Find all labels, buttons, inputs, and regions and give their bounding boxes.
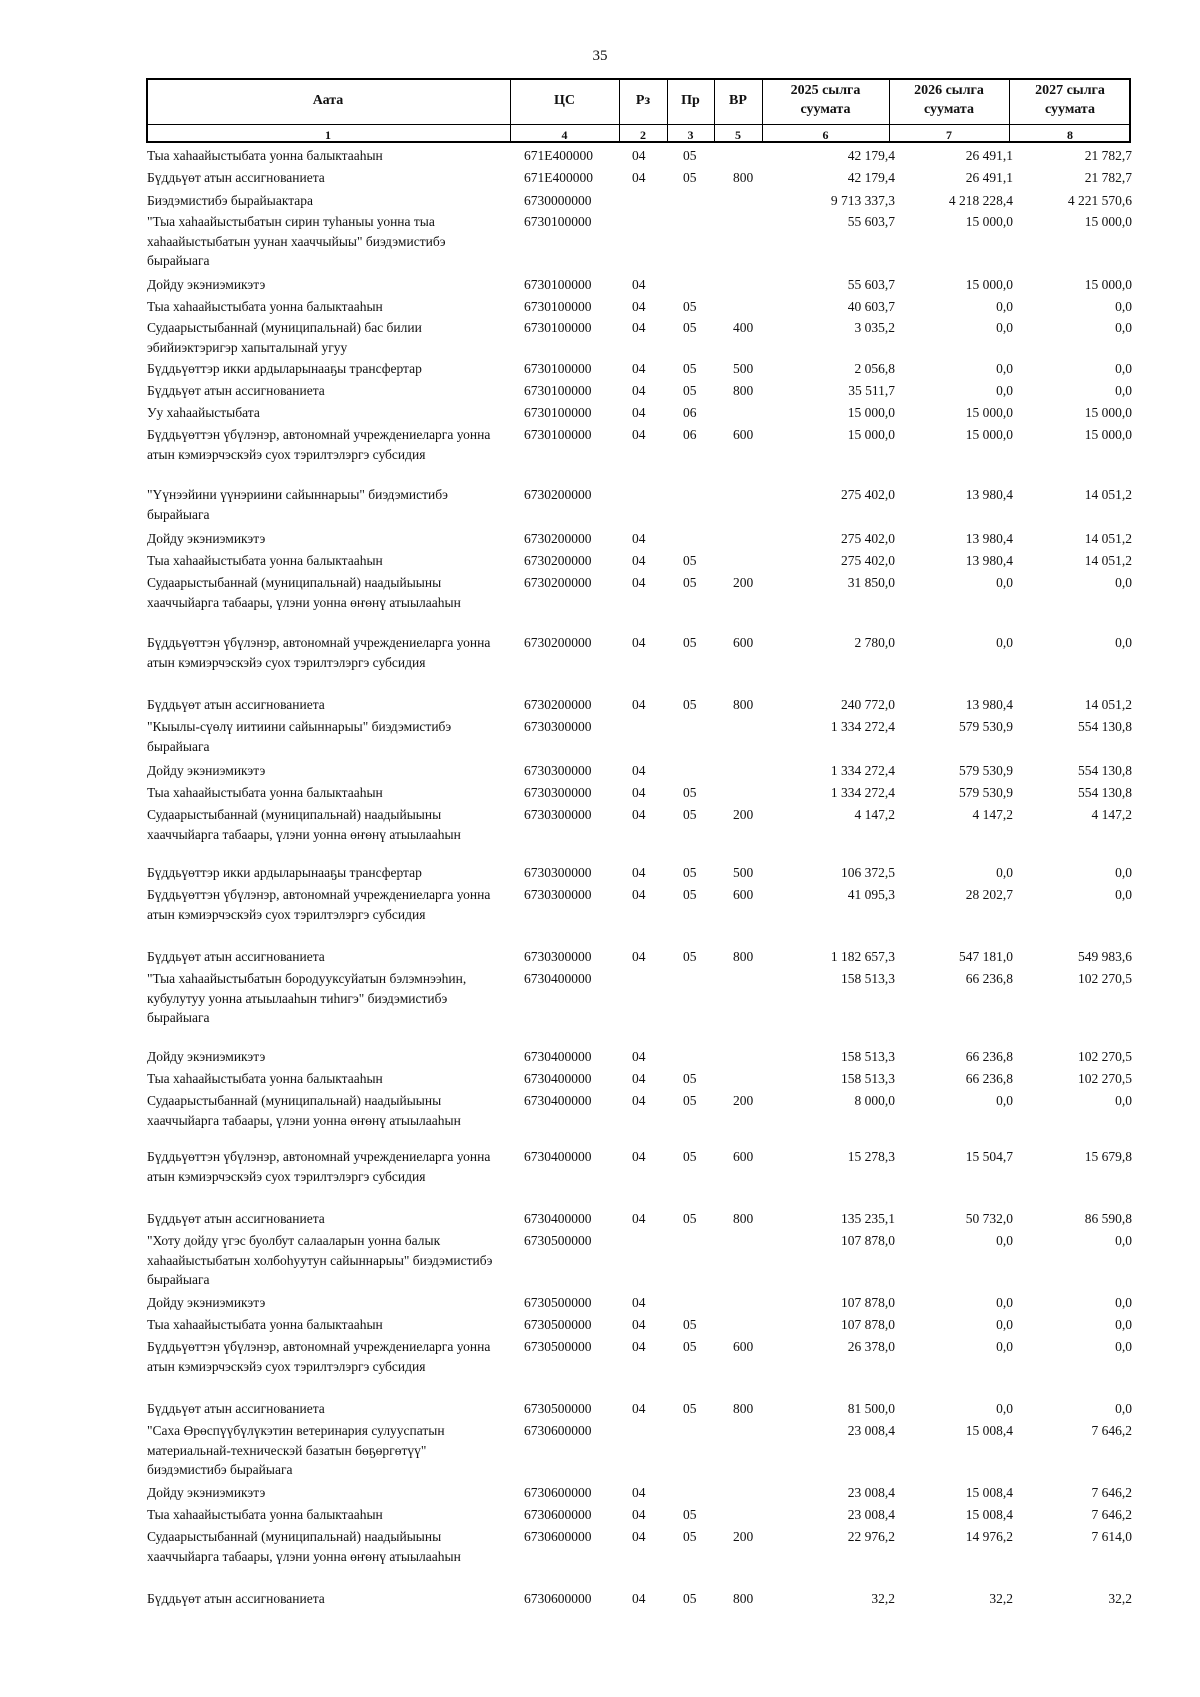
row-cs: 6730600000	[524, 1485, 592, 1500]
row-value-2027: 4 147,2	[1091, 807, 1132, 822]
row-pr: 05	[683, 949, 697, 964]
row-name: Бүддьүөт атын ассигнованиета	[147, 697, 325, 712]
row-rz: 04	[632, 1149, 646, 1164]
row-pr: 05	[683, 320, 697, 335]
row-rz: 04	[632, 427, 646, 442]
row-value-2026: 13 980,4	[965, 553, 1013, 568]
row-name: "Тыа хаһаайыстыбатын сирин туһаныы уонна тыа хаһаайыстыбатын уунан хааччыйыы" биэдэмистибэ бырайыага	[147, 214, 446, 268]
row-name: Бүддьүөттэр икки ардыларынааҕы трансфертар	[147, 361, 422, 376]
row-value-2027: 4 221 570,6	[1067, 193, 1132, 208]
row-value-2027: 554 130,8	[1078, 719, 1132, 734]
row-name: Бүддьүөттэн үбүлэнэр, автономнай учреждениеларга уонна атын кэмиэрчэскэйэ суох тэрилтэлэргэ субсидия	[147, 1339, 491, 1374]
row-value-2027: 0,0	[1115, 1093, 1132, 1108]
row-value-2025: 1 334 272,4	[830, 719, 895, 734]
row-name: Бүддьүөт атын ассигнованиета	[147, 383, 325, 398]
row-name: Дойду экэниэмикэтэ	[147, 531, 266, 546]
row-value-2026: 4 147,2	[972, 807, 1013, 822]
row-rz: 04	[632, 1401, 646, 1416]
row-value-2027: 0,0	[1115, 635, 1132, 650]
row-value-2025: 32,2	[871, 1591, 895, 1606]
row-pr: 06	[683, 405, 697, 420]
row-value-2026: 0,0	[996, 320, 1013, 335]
row-value-2025: 4 147,2	[854, 807, 895, 822]
row-name: Тыа хаһаайыстыбата уонна балыктааһын	[147, 1507, 383, 1522]
row-cs: 6730000000	[524, 193, 592, 208]
row-value-2025: 41 095,3	[847, 887, 895, 902]
row-pr: 05	[683, 887, 697, 902]
row-cs: 6730300000	[524, 719, 592, 734]
row-rz: 04	[632, 865, 646, 880]
row-rz: 04	[632, 531, 646, 546]
row-value-2025: 35 511,7	[848, 383, 895, 398]
row-value-2027: 15 000,0	[1084, 405, 1132, 420]
row-cs: 6730600000	[524, 1529, 592, 1544]
row-value-2025: 31 850,0	[847, 575, 895, 590]
row-name: Дойду экэниэмикэтэ	[147, 763, 266, 778]
row-value-2027: 21 782,7	[1084, 170, 1132, 185]
row-value-2027: 0,0	[1115, 1339, 1132, 1354]
header-2025: 2025 сылга суумата	[790, 83, 861, 117]
row-value-2025: 23 008,4	[847, 1485, 895, 1500]
row-value-2027: 0,0	[1115, 1295, 1132, 1310]
row-name: Бүддьүөт атын ассигнованиета	[147, 1401, 325, 1416]
row-vr: 600	[733, 887, 754, 902]
row-value-2025: 158 513,3	[841, 971, 895, 986]
row-name: "Тыа хаһаайыстыбатын бородууксуйатын бэлэмнээһин, кубулутуу уонна атыылааһын тиһигэ" биэдэмистибэ бырайыага	[147, 971, 467, 1025]
row-name: Судаарыстыбаннай (муниципальнай) наадыйыыны хааччыйарга табаары, үлэни уонна өҥөнү атыылааһын	[147, 575, 461, 610]
row-cs: 6730300000	[524, 949, 592, 964]
row-pr: 05	[683, 1401, 697, 1416]
row-rz: 04	[632, 697, 646, 712]
row-rz: 04	[632, 361, 646, 376]
row-value-2027: 86 590,8	[1084, 1211, 1132, 1226]
row-vr: 400	[733, 320, 754, 335]
row-pr: 05	[683, 553, 697, 568]
row-value-2026: 579 530,9	[959, 763, 1013, 778]
row-pr: 05	[683, 1507, 697, 1522]
row-vr: 800	[733, 1211, 754, 1226]
row-value-2025: 240 772,0	[841, 697, 895, 712]
row-pr: 05	[683, 1339, 697, 1354]
row-name: Дойду экэниэмикэтэ	[147, 1485, 266, 1500]
header-pr: Пр	[681, 92, 700, 108]
row-value-2026: 15 008,4	[965, 1423, 1013, 1438]
row-cs: 6730300000	[524, 763, 592, 778]
row-rz: 04	[632, 887, 646, 902]
row-value-2027: 15 000,0	[1084, 277, 1132, 292]
header-cs: ЦС	[554, 92, 575, 108]
row-value-2026: 66 236,8	[965, 1071, 1013, 1086]
row-rz: 04	[632, 277, 646, 292]
row-value-2026: 66 236,8	[965, 971, 1013, 986]
row-pr: 05	[683, 575, 697, 590]
row-vr: 200	[733, 807, 754, 822]
row-rz: 04	[632, 170, 646, 185]
row-name: Тыа хаһаайыстыбата уонна балыктааһын	[147, 1317, 383, 1332]
row-name: Бүддьүөт атын ассигнованиета	[147, 170, 325, 185]
row-name: Бүддьүөт атын ассигнованиета	[147, 1591, 325, 1606]
row-value-2025: 1 182 657,3	[830, 949, 895, 964]
row-name: Бүддьүөттэн үбүлэнэр, автономнай учреждениеларга уонна атын кэмиэрчэскэйэ суох тэрилтэлэргэ субсидия	[147, 635, 491, 670]
row-value-2026: 50 732,0	[965, 1211, 1013, 1226]
row-vr: 600	[733, 1339, 754, 1354]
row-rz: 04	[632, 949, 646, 964]
row-vr: 200	[733, 1529, 754, 1544]
row-value-2026: 0,0	[996, 575, 1013, 590]
row-value-2026: 0,0	[996, 299, 1013, 314]
row-name: Уу хаһаайыстыбата	[147, 405, 260, 420]
row-cs: 671E400000	[524, 170, 593, 185]
row-rz: 04	[632, 807, 646, 822]
row-rz: 04	[632, 1295, 646, 1310]
row-cs: 6730600000	[524, 1423, 592, 1438]
row-rz: 04	[632, 1093, 646, 1108]
row-pr: 05	[683, 1529, 697, 1544]
row-cs: 6730400000	[524, 971, 592, 986]
row-pr: 05	[683, 1149, 697, 1164]
row-value-2025: 107 878,0	[841, 1317, 895, 1332]
header-vr: ВР	[729, 92, 747, 108]
row-vr: 500	[733, 865, 754, 880]
header-num-2025: 6	[822, 128, 829, 142]
row-cs: 6730300000	[524, 807, 592, 822]
row-value-2025: 158 513,3	[841, 1049, 895, 1064]
header-num-name: 1	[325, 128, 331, 142]
row-cs: 6730100000	[524, 427, 592, 442]
row-value-2025: 275 402,0	[841, 553, 895, 568]
row-vr: 800	[733, 1591, 754, 1606]
row-name: Тыа хаһаайыстыбата уонна балыктааһын	[147, 299, 383, 314]
row-cs: 6730100000	[524, 361, 592, 376]
row-cs: 6730100000	[524, 299, 592, 314]
row-value-2025: 106 372,5	[841, 865, 895, 880]
row-rz: 04	[632, 1485, 646, 1500]
row-value-2025: 26 378,0	[847, 1339, 895, 1354]
row-rz: 04	[632, 299, 646, 314]
row-pr: 05	[683, 299, 697, 314]
row-cs: 6730200000	[524, 487, 592, 502]
row-name: Бүддьүөттэн үбүлэнэр, автономнай учреждениеларга уонна атын кэмиэрчэскэйэ суох тэрилтэлэргэ субсидия	[147, 427, 491, 462]
row-value-2027: 0,0	[1115, 1233, 1132, 1248]
row-pr: 05	[683, 1211, 697, 1226]
row-pr: 05	[683, 1093, 697, 1108]
row-cs: 6730400000	[524, 1071, 592, 1086]
row-value-2026: 15 000,0	[965, 405, 1013, 420]
row-value-2027: 15 000,0	[1084, 427, 1132, 442]
row-name: Дойду экэниэмикэтэ	[147, 1049, 266, 1064]
row-pr: 05	[683, 807, 697, 822]
row-value-2027: 554 130,8	[1078, 763, 1132, 778]
row-vr: 800	[733, 170, 754, 185]
row-value-2026: 547 181,0	[959, 949, 1013, 964]
row-value-2025: 135 235,1	[841, 1211, 895, 1226]
row-value-2026: 0,0	[996, 1295, 1013, 1310]
row-pr: 05	[683, 148, 697, 163]
row-value-2027: 0,0	[1115, 1401, 1132, 1416]
row-value-2027: 554 130,8	[1078, 785, 1132, 800]
row-value-2025: 8 000,0	[854, 1093, 895, 1108]
row-value-2027: 15 679,8	[1084, 1149, 1132, 1164]
row-value-2025: 40 603,7	[847, 299, 895, 314]
row-name: Бүддьүөттэн үбүлэнэр, автономнай учреждениеларга уонна атын кэмиэрчэскэйэ суох тэрилтэлэргэ субсидия	[147, 1149, 491, 1184]
row-pr: 05	[683, 865, 697, 880]
row-cs: 6730100000	[524, 383, 592, 398]
row-vr: 800	[733, 697, 754, 712]
header-num-rz: 2	[640, 128, 646, 142]
row-value-2025: 23 008,4	[847, 1423, 895, 1438]
row-cs: 6730400000	[524, 1049, 592, 1064]
row-rz: 04	[632, 1317, 646, 1332]
row-value-2027: 0,0	[1115, 299, 1132, 314]
row-vr: 800	[733, 949, 754, 964]
row-vr: 600	[733, 635, 754, 650]
row-rz: 04	[632, 320, 646, 335]
row-value-2027: 14 051,2	[1084, 697, 1132, 712]
row-value-2027: 0,0	[1115, 383, 1132, 398]
row-value-2026: 14 976,2	[965, 1529, 1013, 1544]
row-name: Биэдэмистибэ бырайыактара	[147, 193, 314, 208]
row-name: "Кыылы-сүөлү иитиини сайыннарыы" биэдэмистибэ бырайыага	[147, 719, 452, 754]
row-pr: 05	[683, 785, 697, 800]
row-value-2027: 15 000,0	[1084, 214, 1132, 229]
row-value-2025: 158 513,3	[841, 1071, 895, 1086]
row-value-2027: 7 646,2	[1091, 1423, 1132, 1438]
row-rz: 04	[632, 763, 646, 778]
row-pr: 05	[683, 1591, 697, 1606]
row-value-2025: 275 402,0	[841, 531, 895, 546]
row-value-2027: 32,2	[1108, 1591, 1132, 1606]
row-cs: 6730200000	[524, 635, 592, 650]
row-value-2027: 14 051,2	[1084, 487, 1132, 502]
header-rz: Рз	[635, 92, 651, 108]
row-value-2026: 0,0	[996, 1317, 1013, 1332]
row-value-2027: 7 646,2	[1091, 1507, 1132, 1522]
row-value-2026: 579 530,9	[959, 719, 1013, 734]
row-value-2026: 15 000,0	[965, 214, 1013, 229]
row-pr: 05	[683, 635, 697, 650]
row-value-2026: 0,0	[996, 865, 1013, 880]
row-value-2025: 23 008,4	[847, 1507, 895, 1522]
row-value-2026: 579 530,9	[959, 785, 1013, 800]
row-value-2027: 7 646,2	[1091, 1485, 1132, 1500]
row-value-2025: 107 878,0	[841, 1295, 895, 1310]
row-value-2025: 42 179,4	[847, 148, 895, 163]
row-pr: 05	[683, 697, 697, 712]
row-value-2027: 7 614,0	[1091, 1529, 1132, 1544]
row-value-2026: 15 000,0	[965, 277, 1013, 292]
row-value-2026: 4 218 228,4	[948, 193, 1013, 208]
row-name: Бүддьүөт атын ассигнованиета	[147, 949, 325, 964]
row-cs: 6730100000	[524, 277, 592, 292]
row-rz: 04	[632, 575, 646, 590]
row-cs: 6730500000	[524, 1233, 592, 1248]
row-pr: 06	[683, 427, 697, 442]
row-name: Бүддьүөттэр икки ардыларынааҕы трансфертар	[147, 865, 422, 880]
page-number: 35	[592, 48, 608, 64]
row-value-2025: 42 179,4	[847, 170, 895, 185]
row-vr: 600	[733, 1149, 754, 1164]
row-cs: 6730500000	[524, 1295, 592, 1310]
row-vr: 200	[733, 1093, 754, 1108]
row-value-2026: 32,2	[989, 1591, 1013, 1606]
row-rz: 04	[632, 148, 646, 163]
row-pr: 05	[683, 1071, 697, 1086]
row-cs: 6730100000	[524, 405, 592, 420]
row-value-2027: 102 270,5	[1078, 971, 1132, 986]
row-cs: 6730500000	[524, 1339, 592, 1354]
row-cs: 6730200000	[524, 531, 592, 546]
row-pr: 05	[683, 361, 697, 376]
row-cs: 6730400000	[524, 1093, 592, 1108]
row-cs: 6730200000	[524, 697, 592, 712]
row-pr: 05	[683, 383, 697, 398]
row-value-2026: 13 980,4	[965, 697, 1013, 712]
row-value-2026: 0,0	[996, 1233, 1013, 1248]
row-value-2027: 102 270,5	[1078, 1071, 1132, 1086]
row-value-2026: 0,0	[996, 1093, 1013, 1108]
row-value-2026: 0,0	[996, 635, 1013, 650]
row-rz: 04	[632, 1591, 646, 1606]
row-rz: 04	[632, 635, 646, 650]
row-value-2025: 275 402,0	[841, 487, 895, 502]
row-cs: 6730200000	[524, 553, 592, 568]
row-value-2026: 15 008,4	[965, 1507, 1013, 1522]
row-vr: 600	[733, 427, 754, 442]
header-2027: 2027 сылга суумата	[1035, 83, 1105, 117]
row-value-2025: 55 603,7	[847, 277, 895, 292]
row-value-2025: 15 000,0	[847, 405, 895, 420]
row-pr: 05	[683, 170, 697, 185]
row-cs: 6730100000	[524, 214, 592, 229]
row-name: Тыа хаһаайыстыбата уонна балыктааһын	[147, 148, 383, 163]
row-name: Судаарыстыбаннай (муниципальнай) наадыйыыны хааччыйарга табаары, үлэни уонна өҥөнү атыылааһын	[147, 1529, 461, 1564]
row-cs: 6730400000	[524, 1211, 592, 1226]
row-name: "Саха Өрөспүүбүлүкэтин ветеринария сулууспатын материальнай-техническэй базатын бөҕөргөтүү" биэдэмистибэ бырайыага	[147, 1423, 445, 1477]
row-value-2027: 0,0	[1115, 1317, 1132, 1332]
row-cs: 6730200000	[524, 575, 592, 590]
header-2026: 2026 сылга суумата	[914, 83, 984, 117]
row-value-2027: 0,0	[1115, 865, 1132, 880]
row-name: Бүддьүөт атын ассигнованиета	[147, 1211, 325, 1226]
row-cs: 6730100000	[524, 320, 592, 335]
row-cs: 6730300000	[524, 887, 592, 902]
row-value-2025: 55 603,7	[847, 214, 895, 229]
row-value-2027: 14 051,2	[1084, 531, 1132, 546]
row-value-2026: 28 202,7	[965, 887, 1013, 902]
row-cs: 6730600000	[524, 1507, 592, 1522]
row-name: Судаарыстыбаннай (муниципальнай) бас билии эбийиэктэригэр хапыталынай угуу	[147, 320, 422, 355]
row-value-2025: 107 878,0	[841, 1233, 895, 1248]
row-cs: 6730300000	[524, 865, 592, 880]
header-num-2026: 7	[946, 128, 952, 142]
row-cs: 6730300000	[524, 785, 592, 800]
row-name: Бүддьүөттэн үбүлэнэр, автономнай учреждениеларга уонна атын кэмиэрчэскэйэ суох тэрилтэлэргэ субсидия	[147, 887, 491, 922]
header-num-cs: 4	[561, 128, 568, 142]
header-num-2027: 8	[1067, 128, 1073, 142]
row-value-2027: 0,0	[1115, 887, 1132, 902]
row-value-2025: 1 334 272,4	[830, 763, 895, 778]
header-num-pr: 3	[687, 128, 694, 142]
row-value-2026: 0,0	[996, 1401, 1013, 1416]
row-value-2027: 0,0	[1115, 320, 1132, 335]
row-value-2025: 22 976,2	[847, 1529, 895, 1544]
row-value-2026: 66 236,8	[965, 1049, 1013, 1064]
row-value-2027: 549 983,6	[1078, 949, 1132, 964]
row-value-2027: 0,0	[1115, 361, 1132, 376]
row-value-2026: 0,0	[996, 1339, 1013, 1354]
row-value-2025: 9 713 337,3	[830, 193, 895, 208]
row-value-2025: 3 035,2	[854, 320, 895, 335]
row-name: Дойду экэниэмикэтэ	[147, 277, 266, 292]
row-value-2026: 0,0	[996, 361, 1013, 376]
row-value-2026: 0,0	[996, 383, 1013, 398]
row-vr: 200	[733, 575, 754, 590]
row-name: Тыа хаһаайыстыбата уонна балыктааһын	[147, 553, 383, 568]
row-value-2026: 15 000,0	[965, 427, 1013, 442]
row-name: Судаарыстыбаннай (муниципальнай) наадыйыыны хааччыйарга табаары, үлэни уонна өҥөнү атыылааһын	[147, 807, 461, 842]
row-rz: 04	[632, 1049, 646, 1064]
row-value-2025: 15 278,3	[847, 1149, 895, 1164]
row-value-2026: 26 491,1	[965, 148, 1013, 163]
row-cs: 6730600000	[524, 1591, 592, 1606]
row-value-2026: 15 008,4	[965, 1485, 1013, 1500]
header-name: Аата	[312, 92, 344, 108]
row-value-2025: 15 000,0	[847, 427, 895, 442]
row-name: "Үүнээйини үүнэриини сайыннарыы" биэдэмистибэ бырайыага	[147, 487, 448, 522]
row-rz: 04	[632, 1529, 646, 1544]
row-value-2027: 102 270,5	[1078, 1049, 1132, 1064]
row-name: Тыа хаһаайыстыбата уонна балыктааһын	[147, 785, 383, 800]
row-vr: 800	[733, 383, 754, 398]
row-rz: 04	[632, 1339, 646, 1354]
row-value-2026: 15 504,7	[965, 1149, 1013, 1164]
row-name: Судаарыстыбаннай (муниципальнай) наадыйыыны хааччыйарга табаары, үлэни уонна өҥөнү атыылааһын	[147, 1093, 461, 1128]
row-pr: 05	[683, 1317, 697, 1332]
row-rz: 04	[632, 1211, 646, 1226]
row-name: Тыа хаһаайыстыбата уонна балыктааһын	[147, 1071, 383, 1086]
row-cs: 6730400000	[524, 1149, 592, 1164]
row-value-2025: 1 334 272,4	[830, 785, 895, 800]
row-rz: 04	[632, 553, 646, 568]
row-value-2026: 13 980,4	[965, 531, 1013, 546]
row-value-2026: 13 980,4	[965, 487, 1013, 502]
row-value-2025: 2 056,8	[854, 361, 895, 376]
row-name: "Хоту дойду үгэс буолбут салааларын уонна балык хаһаайыстыбатын холбоһуутун сайыннарыы" биэдэмистибэ бырайыага	[147, 1233, 493, 1287]
row-rz: 04	[632, 1071, 646, 1086]
row-rz: 04	[632, 383, 646, 398]
row-name: Дойду экэниэмикэтэ	[147, 1295, 266, 1310]
row-cs: 671E400000	[524, 148, 593, 163]
row-cs: 6730500000	[524, 1401, 592, 1416]
row-value-2026: 26 491,1	[965, 170, 1013, 185]
row-rz: 04	[632, 1507, 646, 1522]
row-value-2027: 0,0	[1115, 575, 1132, 590]
row-rz: 04	[632, 785, 646, 800]
header-num-vr: 5	[735, 128, 741, 142]
row-vr: 500	[733, 361, 754, 376]
row-vr: 800	[733, 1401, 754, 1416]
row-value-2025: 81 500,0	[847, 1401, 895, 1416]
row-cs: 6730500000	[524, 1317, 592, 1332]
row-value-2027: 21 782,7	[1084, 148, 1132, 163]
row-value-2027: 14 051,2	[1084, 553, 1132, 568]
row-value-2025: 2 780,0	[854, 635, 895, 650]
row-rz: 04	[632, 405, 646, 420]
